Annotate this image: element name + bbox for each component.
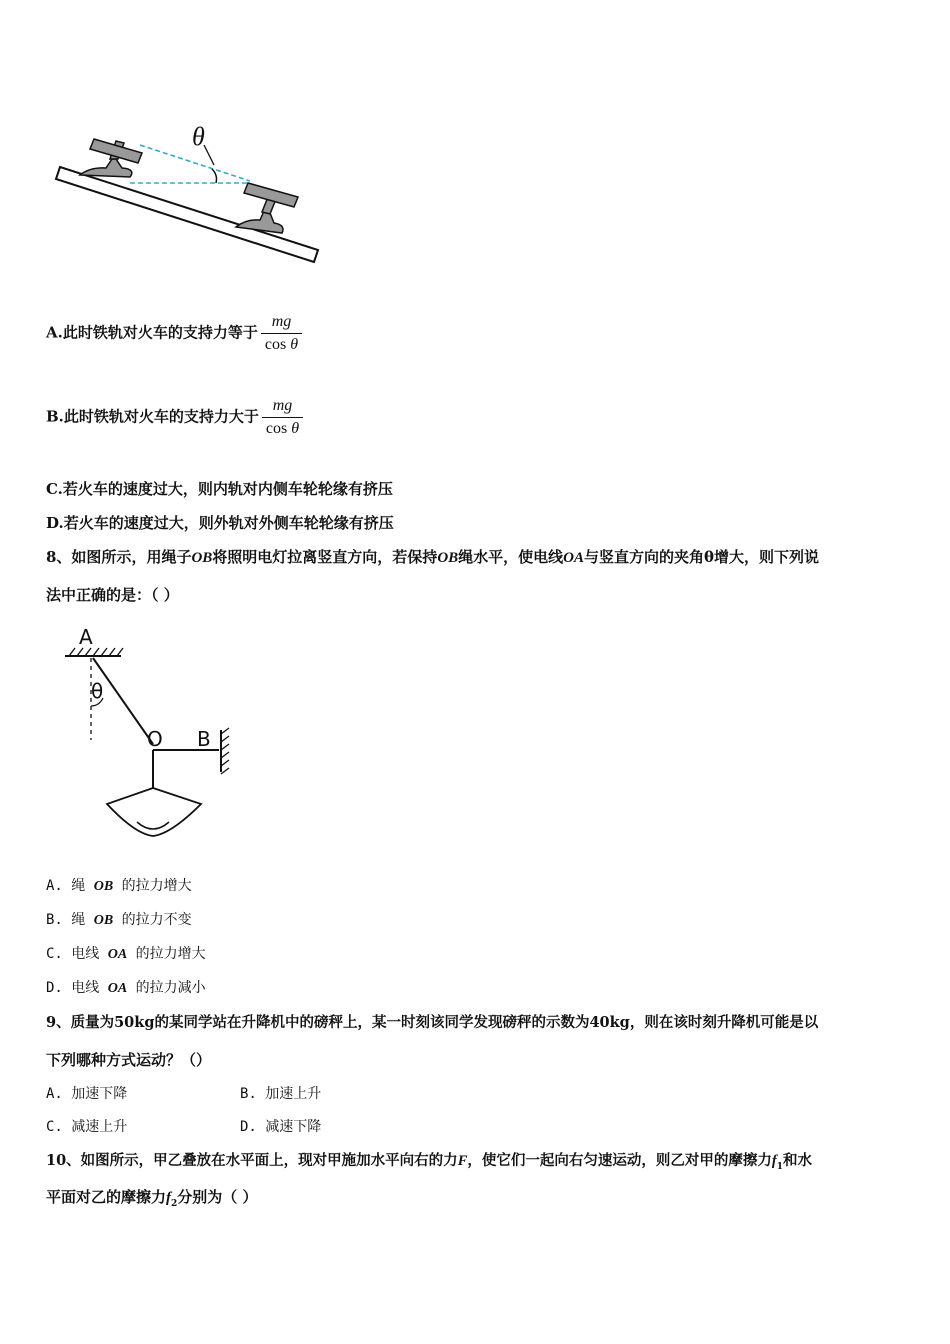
q7-option-b — [46, 396, 303, 439]
theta-label: θ — [192, 122, 205, 151]
incline-plank — [56, 167, 318, 262]
fraction-numerator: mg — [262, 396, 303, 418]
q9-option-a: A. 加速下降 — [46, 1086, 128, 1102]
q8-stem-line1: 8、如图所示，用绳子OB将照明电灯拉离竖直方向，若保持OB绳水平，使电线OA与竖直方向的夹角θ增大，则下列说 — [46, 548, 820, 566]
lamp-figure — [55, 622, 255, 842]
label-theta: θ — [91, 679, 104, 703]
wall-hatch — [221, 728, 229, 774]
angle-pointer — [204, 145, 214, 165]
fraction-denominator: cos θ — [265, 420, 300, 437]
fraction-numerator: mg — [261, 312, 302, 334]
fraction-mg-over-cos-theta — [261, 312, 302, 355]
q8-option-c: C. 电线 OA 的拉力增大 — [46, 946, 206, 962]
q9-option-d: D. 减速下降 — [240, 1119, 322, 1135]
rail-incline-figure — [50, 115, 330, 275]
q7-option-a-text: A.此时铁轨对火车的支持力等于 — [46, 323, 258, 342]
q8-option-d: D. 电线 OA 的拉力减小 — [46, 980, 206, 996]
label-b: B — [197, 727, 211, 751]
q9-stem-line1: 9、质量为50kg的某同学站在升降机中的磅秤上，某一时刻该同学发现磅秤的示数为40kg，则在该时刻升降机可能是以 — [46, 1014, 819, 1031]
left-rail — [80, 139, 142, 177]
q9-option-c: C. 减速上升 — [46, 1119, 128, 1135]
q10-stem-line2: 平面对乙的摩擦力$f_2$分别为（ ） — [46, 1188, 258, 1209]
label-a: A — [79, 625, 93, 649]
fraction-denominator: cos θ — [264, 336, 299, 353]
q9-options-row1 — [46, 1084, 322, 1104]
angle-arc — [212, 169, 217, 183]
q10-stem-line1: 10、如图所示，甲乙叠放在水平面上，现对甲施加水平向右的力F，使它们一起向右匀速运动，则乙对甲的摩擦力$f_1$和水 — [46, 1152, 812, 1172]
fraction-mg-over-cos-theta — [262, 396, 303, 439]
q7-option-c: C.若火车的速度过大，则内轨对内侧车轮轮缘有挤压 — [46, 480, 393, 498]
right-rail — [236, 183, 298, 233]
label-o: O — [147, 727, 163, 751]
q8-option-b: B. 绳 OB 的拉力不变 — [46, 912, 192, 928]
q7-option-a — [46, 312, 302, 355]
q9-options-row2 — [46, 1117, 322, 1137]
q9-stem-line2: 下列哪种方式运动？（） — [46, 1051, 212, 1069]
q7-option-d: D.若火车的速度过大，则外轨对外侧车轮轮缘有挤压 — [46, 514, 394, 532]
q8-option-a: A. 绳 OB 的拉力增大 — [46, 878, 192, 894]
q8-stem-line2: 法中正确的是：（ ） — [46, 586, 179, 604]
q7-option-b-text: B.此时铁轨对火车的支持力大于 — [46, 407, 259, 426]
q9-option-b: B. 加速上升 — [240, 1086, 322, 1102]
ceiling-hatch — [69, 648, 123, 656]
